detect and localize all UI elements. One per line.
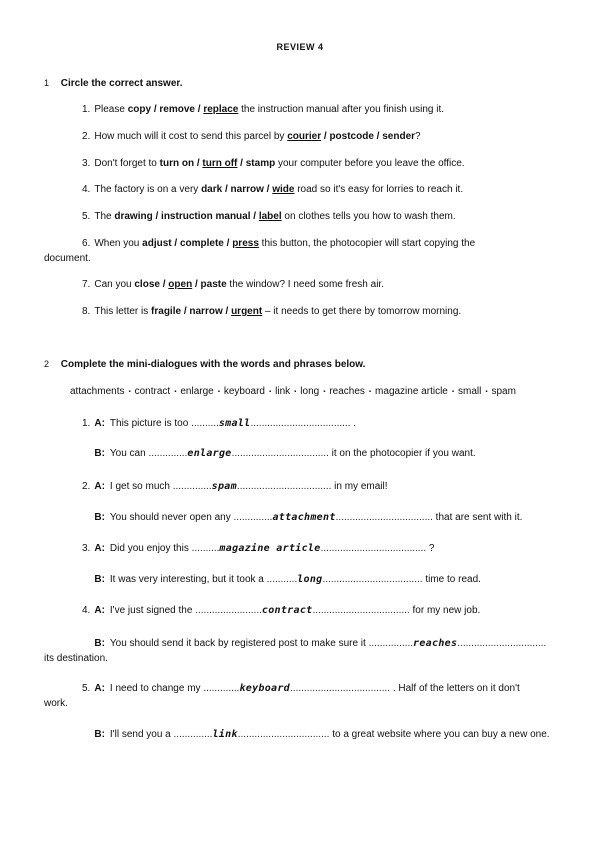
speaker-label: B: bbox=[94, 448, 105, 459]
speaker-label: B: bbox=[94, 512, 105, 523]
line-text-after: in my email! bbox=[331, 481, 388, 492]
option-slash: / bbox=[192, 279, 201, 290]
word-separator: ▪ bbox=[128, 389, 131, 395]
option-3-answer[interactable]: label bbox=[258, 211, 282, 222]
option-slash: / bbox=[194, 104, 204, 115]
line-text-after: for my new job. bbox=[409, 605, 481, 616]
speaker-label: B: bbox=[94, 638, 105, 649]
option-2[interactable]: complete bbox=[179, 238, 224, 249]
option-3-answer[interactable]: press bbox=[232, 238, 259, 249]
blank-answer[interactable]: contract bbox=[261, 605, 313, 616]
item-continuation: document. bbox=[44, 253, 91, 264]
dialogue-number: 1. bbox=[82, 418, 91, 429]
option-3-answer[interactable]: wide bbox=[272, 184, 295, 195]
line-text-before: Did you enjoy this bbox=[109, 543, 192, 554]
speaker-label: A: bbox=[94, 481, 105, 492]
blank-answer[interactable]: enlarge bbox=[187, 448, 232, 459]
speaker-label: A: bbox=[94, 543, 105, 554]
item-text-before: This letter is bbox=[94, 306, 152, 317]
word-bank-item: long bbox=[300, 386, 320, 397]
speaker-label: B: bbox=[94, 574, 105, 585]
option-2[interactable]: open bbox=[168, 279, 193, 290]
blank-dots: .............. bbox=[148, 448, 188, 459]
line-text-before: I need to change my bbox=[109, 683, 204, 694]
option-slash: / bbox=[237, 158, 246, 169]
word-bank-item: enlarge bbox=[180, 386, 214, 397]
blank-answer[interactable]: link bbox=[212, 729, 238, 740]
item-text-after: road so it's easy for lorries to reach it. bbox=[294, 184, 464, 195]
speaker-label: B: bbox=[94, 729, 105, 740]
item-number: 4. bbox=[82, 184, 91, 195]
option-2[interactable]: narrow bbox=[189, 306, 223, 317]
option-1[interactable]: copy bbox=[127, 104, 152, 115]
dialogue-line bbox=[82, 541, 434, 556]
blank-dots: .................................. bbox=[236, 481, 332, 492]
option-3-answer[interactable]: urgent bbox=[231, 306, 263, 317]
item-text-after: – it needs to get there by tomorrow morning. bbox=[262, 306, 462, 317]
item-text-before: The bbox=[94, 211, 115, 222]
line-text-after: time to read. bbox=[422, 574, 481, 585]
blank-answer[interactable]: spam bbox=[211, 481, 237, 492]
option-2[interactable]: remove bbox=[159, 104, 195, 115]
dialogue-line bbox=[82, 572, 481, 587]
speaker-label: A: bbox=[94, 605, 105, 616]
line-text-after: . bbox=[350, 418, 357, 429]
blank-dots: .......... bbox=[191, 418, 219, 429]
blank-answer[interactable]: small bbox=[218, 418, 251, 429]
item-text-after: your computer before you leave the office. bbox=[275, 158, 465, 169]
word-bank-item: small bbox=[458, 386, 482, 397]
word-separator: ▪ bbox=[485, 389, 488, 395]
exercise-1-item bbox=[82, 156, 465, 171]
line-text-before: I get so much bbox=[109, 481, 173, 492]
option-slash: / bbox=[181, 306, 190, 317]
option-2[interactable]: turn off bbox=[202, 158, 238, 169]
line-continuation: work. bbox=[44, 698, 68, 709]
option-slash: / bbox=[152, 211, 162, 222]
option-1[interactable]: courier bbox=[287, 131, 322, 142]
line-continuation: its destination. bbox=[44, 653, 108, 664]
word-separator: ▪ bbox=[451, 389, 454, 395]
dialogue-line bbox=[82, 603, 480, 618]
blank-answer[interactable]: magazine article bbox=[219, 543, 321, 554]
dialogue-line bbox=[82, 510, 522, 525]
dialogue-number: 5. bbox=[82, 683, 91, 694]
speaker-label: A: bbox=[94, 683, 105, 694]
dialogue-line bbox=[82, 479, 388, 494]
option-1[interactable]: close bbox=[134, 279, 160, 290]
blank-dots: .................................... bbox=[250, 418, 351, 429]
item-text-after: the instruction manual after you finish using it. bbox=[238, 104, 445, 115]
item-number: 3. bbox=[82, 158, 91, 169]
blank-dots: ............. bbox=[203, 683, 240, 694]
exercise-1-item bbox=[82, 304, 461, 319]
option-slash: / bbox=[222, 306, 232, 317]
option-2[interactable]: postcode bbox=[329, 131, 374, 142]
word-bank-item: attachments bbox=[70, 386, 125, 397]
option-1[interactable]: drawing bbox=[114, 211, 153, 222]
blank-dots: ................................... bbox=[335, 512, 433, 523]
line-text-after: . Half of the letters on it don't bbox=[390, 683, 520, 694]
blank-dots: .............. bbox=[172, 481, 212, 492]
option-slash: / bbox=[159, 279, 169, 290]
item-text-before: When you bbox=[94, 238, 143, 249]
item-number: 2. bbox=[82, 131, 91, 142]
dialogue-line bbox=[82, 446, 476, 461]
option-slash: / bbox=[373, 131, 383, 142]
line-text-after: that are sent with it. bbox=[432, 512, 523, 523]
line-text-after: ? bbox=[426, 543, 435, 554]
word-separator: ▪ bbox=[368, 389, 372, 395]
dialogue-number: 4. bbox=[82, 605, 91, 616]
item-text-before: Please bbox=[94, 104, 128, 115]
section-1-heading bbox=[44, 78, 183, 89]
item-text-before: Can you bbox=[94, 279, 135, 290]
word-separator: ▪ bbox=[174, 389, 177, 395]
item-text-after: on clothes tells you how to wash them. bbox=[281, 211, 456, 222]
option-slash: / bbox=[263, 184, 273, 195]
exercise-1-item bbox=[82, 182, 463, 197]
blank-answer[interactable]: long bbox=[297, 574, 323, 585]
dialogue-line bbox=[82, 416, 356, 431]
word-bank-item: contract bbox=[134, 386, 171, 397]
item-number: 8. bbox=[82, 306, 91, 317]
exercise-1-item bbox=[82, 277, 384, 292]
word-bank-item: magazine article bbox=[375, 386, 448, 397]
option-2[interactable]: instruction manual bbox=[161, 211, 251, 222]
option-3-answer[interactable]: paste bbox=[200, 279, 227, 290]
option-slash: / bbox=[250, 211, 259, 222]
word-bank-item: reaches bbox=[329, 386, 365, 397]
line-text-before: You should send it back by registered post to make sure it bbox=[109, 638, 369, 649]
option-1[interactable]: fragile bbox=[151, 306, 182, 317]
line-text-after: to a great website where you can buy a new one. bbox=[329, 729, 550, 740]
blank-dots: .................................... bbox=[322, 574, 423, 585]
word-bank-item: keyboard bbox=[223, 386, 265, 397]
blank-answer[interactable]: keyboard bbox=[239, 683, 291, 694]
line-text-before: I've just signed the bbox=[109, 605, 196, 616]
blank-dots: .......... bbox=[191, 543, 220, 554]
line-text-before: This picture is too bbox=[109, 418, 192, 429]
blank-dots: .............. bbox=[173, 729, 213, 740]
item-number: 6. bbox=[82, 238, 91, 249]
line-text-before: It was very interesting, but it took a bbox=[109, 574, 267, 585]
word-bank-item: link bbox=[275, 386, 291, 397]
exercise-1-item bbox=[82, 236, 475, 251]
option-3-answer[interactable]: replace bbox=[203, 104, 239, 115]
section-2-heading bbox=[44, 359, 365, 370]
section-2-heading-text: Complete the mini-dialogues with the words and phrases below. bbox=[60, 359, 366, 370]
word-separator: ▪ bbox=[294, 389, 297, 395]
option-slash: / bbox=[222, 184, 231, 195]
exercise-1-item bbox=[82, 102, 444, 117]
blank-dots: ................................. bbox=[237, 729, 330, 740]
option-2[interactable]: narrow bbox=[230, 184, 264, 195]
option-1[interactable]: dark bbox=[201, 184, 223, 195]
item-text-before: The factory is on a very bbox=[94, 184, 202, 195]
section-2-number: 2 bbox=[44, 359, 50, 369]
item-text-before: How much will it cost to send this parcel by bbox=[94, 131, 288, 142]
blank-dots: ........... bbox=[266, 574, 298, 585]
item-number: 7. bbox=[82, 279, 91, 290]
exercise-1-item bbox=[82, 209, 456, 224]
line-text-before: I'll send you a bbox=[109, 729, 174, 740]
dialogue-line bbox=[82, 727, 550, 742]
word-separator: ▪ bbox=[323, 389, 326, 395]
blank-dots: ................................ bbox=[457, 638, 547, 649]
blank-dots: ................ bbox=[368, 638, 414, 649]
item-text-after: ? bbox=[415, 131, 421, 142]
option-slash: / bbox=[223, 238, 233, 249]
section-1-number: 1 bbox=[44, 78, 50, 88]
option-slash: / bbox=[321, 131, 330, 142]
blank-dots: ...................................... bbox=[320, 543, 427, 554]
option-slash: / bbox=[171, 238, 180, 249]
option-1[interactable]: adjust bbox=[142, 238, 172, 249]
line-text-before: You can bbox=[109, 448, 149, 459]
item-text-before: Don't forget to bbox=[94, 158, 160, 169]
line-text-before: You should never open any bbox=[109, 512, 234, 523]
word-separator: ▪ bbox=[217, 389, 220, 395]
option-slash: / bbox=[194, 158, 203, 169]
option-3-answer[interactable]: sender bbox=[382, 131, 416, 142]
blank-dots: ................................... bbox=[312, 605, 410, 616]
blank-dots: .................................... bbox=[290, 683, 391, 694]
word-bank bbox=[70, 386, 516, 397]
dialogue-line bbox=[82, 681, 520, 696]
item-text-after: the window? I need some fresh air. bbox=[226, 279, 384, 290]
word-separator: ▪ bbox=[268, 389, 272, 395]
blank-dots: .............. bbox=[233, 512, 273, 523]
dialogue-number: 3. bbox=[82, 543, 91, 554]
option-3-answer[interactable]: stamp bbox=[245, 158, 276, 169]
dialogue-line bbox=[82, 636, 546, 651]
item-number: 5. bbox=[82, 211, 91, 222]
speaker-label: A: bbox=[94, 418, 105, 429]
section-1-heading-text: Circle the correct answer. bbox=[60, 78, 183, 89]
blank-answer[interactable]: reaches bbox=[413, 638, 458, 649]
exercise-1-item bbox=[82, 129, 421, 144]
blank-dots: ........................ bbox=[195, 605, 262, 616]
dialogue-number: 2. bbox=[82, 481, 91, 492]
item-number: 1. bbox=[82, 104, 91, 115]
option-slash: / bbox=[151, 104, 160, 115]
blank-answer[interactable]: attachment bbox=[272, 512, 336, 523]
line-text-after: it on the photocopier if you want. bbox=[328, 448, 476, 459]
page-title: REVIEW 4 bbox=[276, 42, 324, 52]
option-1[interactable]: turn on bbox=[159, 158, 195, 169]
blank-dots: ................................... bbox=[231, 448, 329, 459]
word-bank-item: spam bbox=[491, 386, 516, 397]
item-text-after: this button, the photocopier will start copying the bbox=[258, 238, 476, 249]
